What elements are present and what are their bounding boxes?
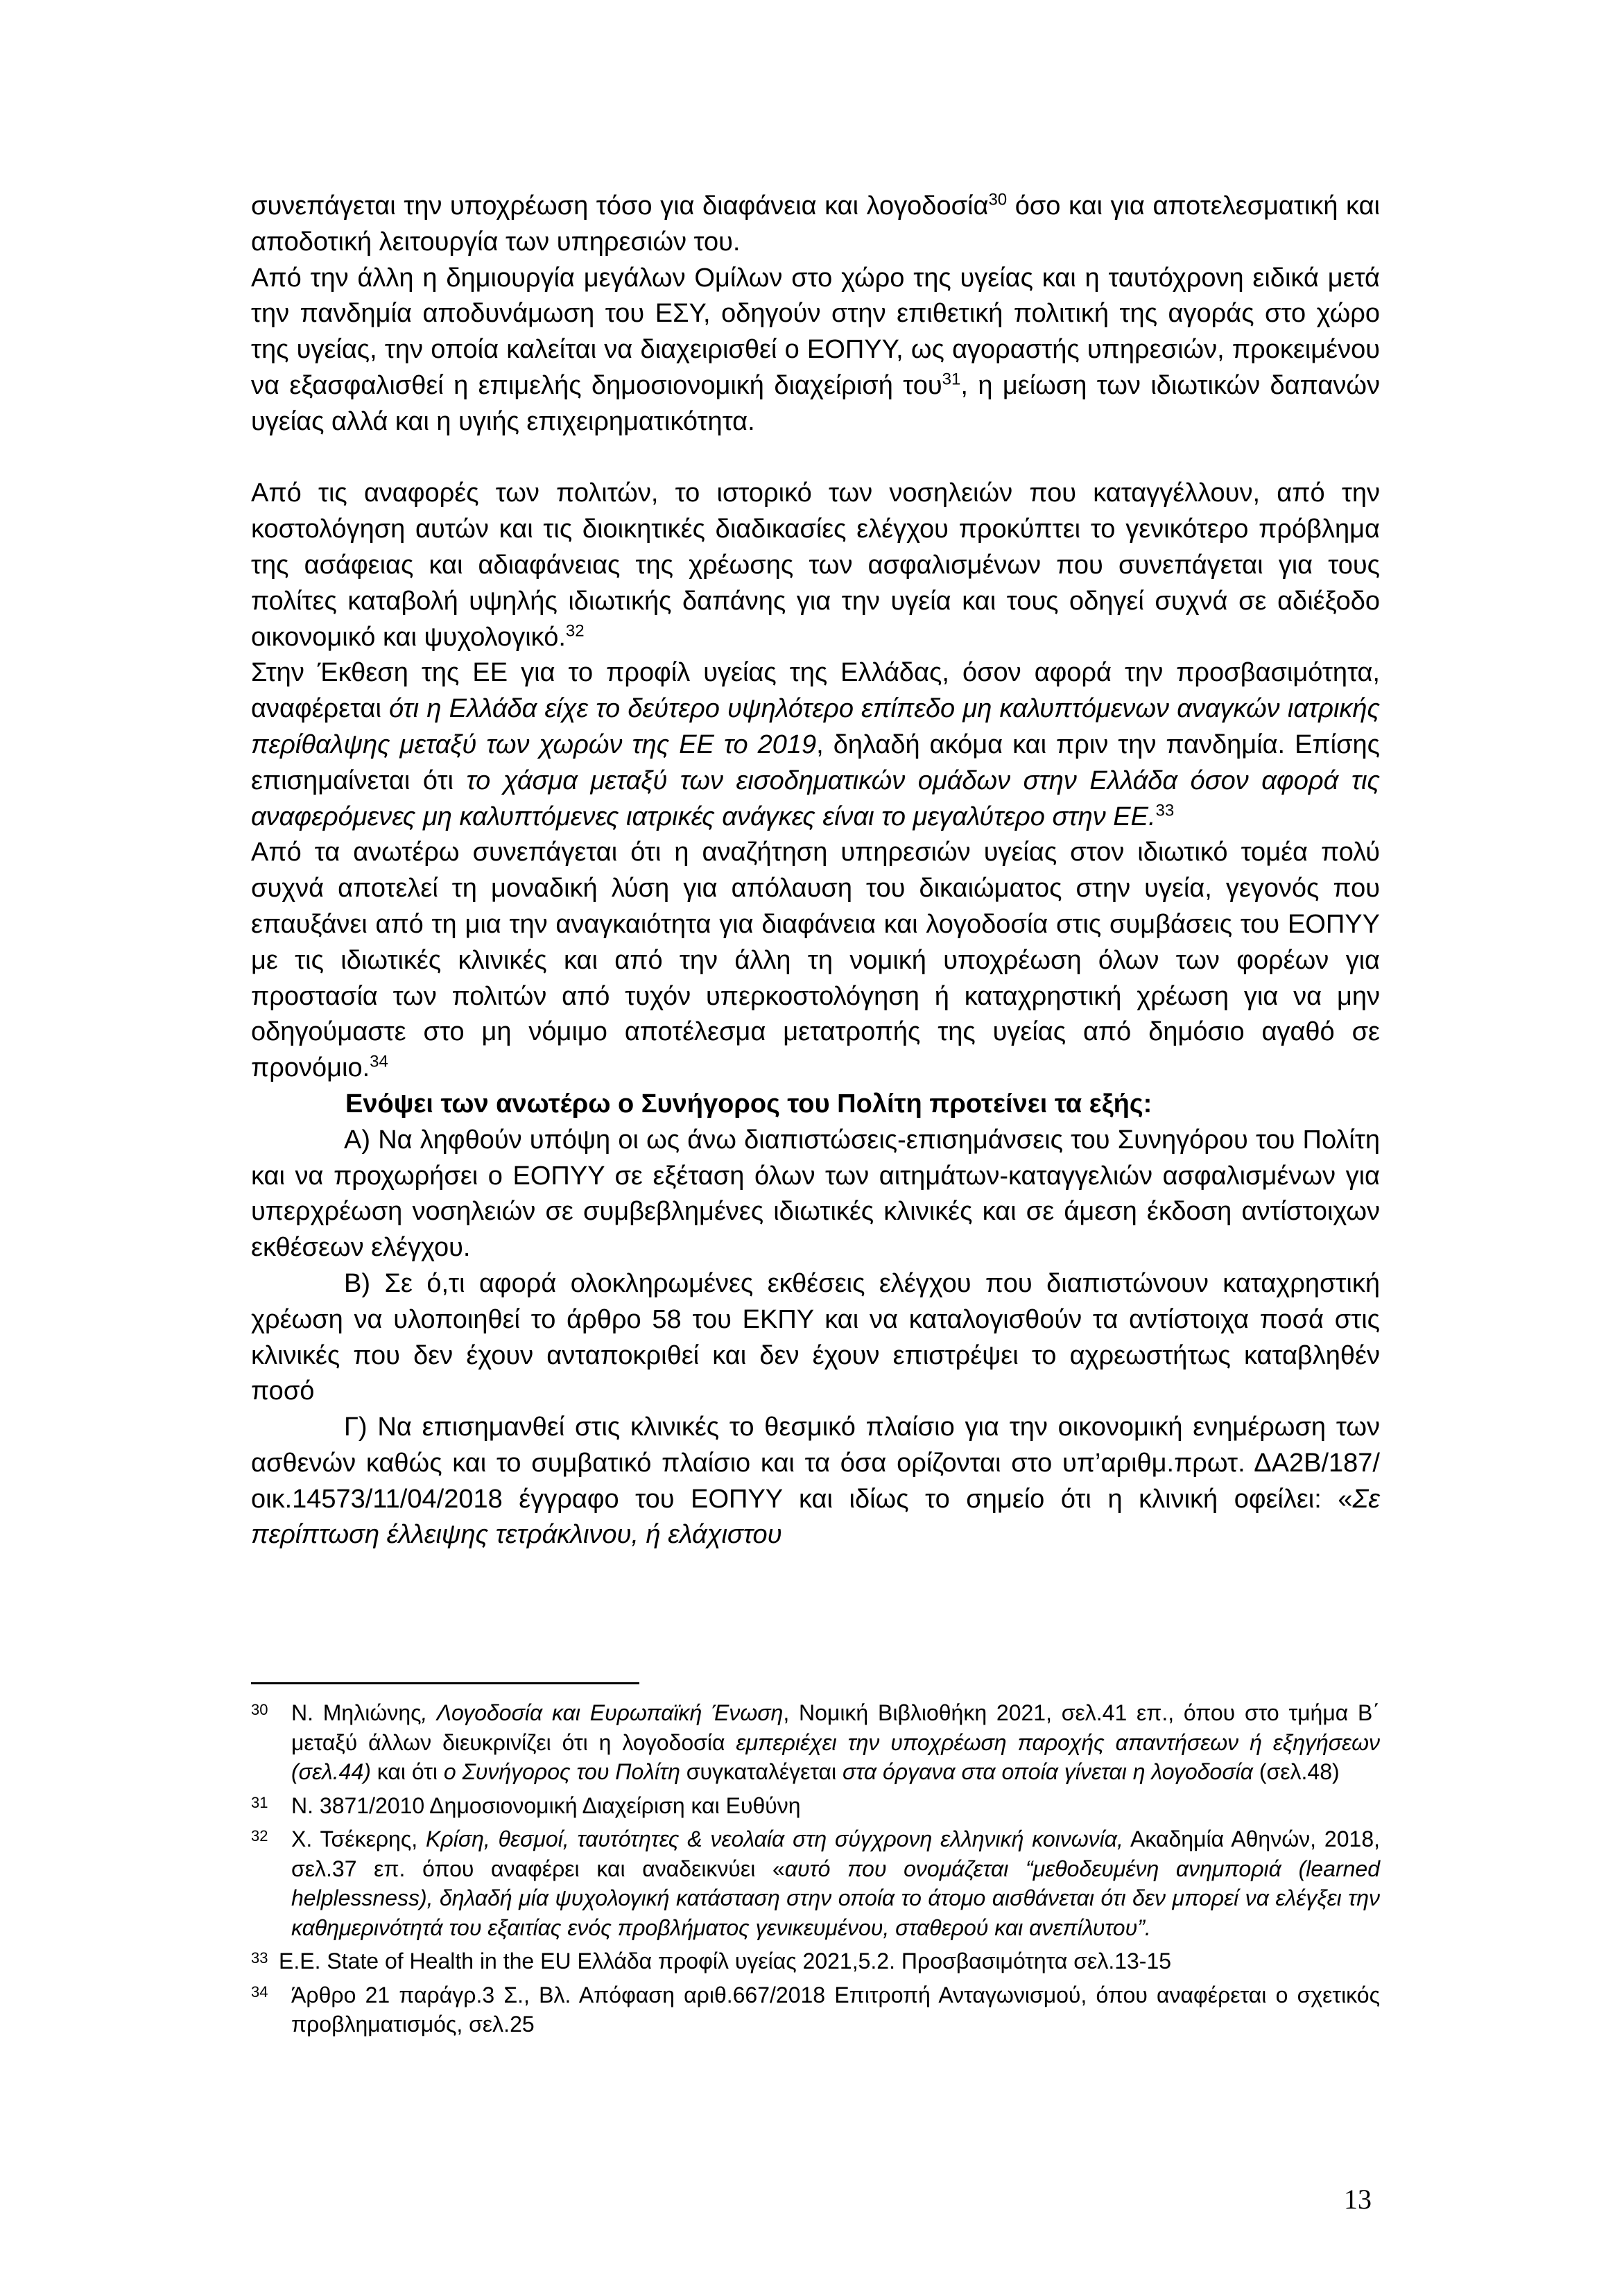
proposal-b: Β) Σε ό,τι αφορά ολοκληρωμένες εκθέσεις ελέγχου που διαπιστώνουν καταχρηστική χρέωση να υλοποιηθεί το άρθρο 58 του ΕΚΠΥ και να καταλογισθούν τα αντίστοιχα ποσά στις κλινικές που δεν έχουν ανταποκριθεί και δεν έχουν επιστρέψει το αχρεωστήτως καταβληθέν ποσό [251,1268,1380,1406]
footnote-30: 30 Ν. Μηλιώνης, Λογοδοσία και Ευρωπαϊκή Ένωση, Νομική Βιβλιοθήκη 2021, σελ.41 επ., όπου στο τμήμα Β΄ μεταξύ άλλων διευκρινίζει ότι η λογοδοσία εμπεριέχει την υποχρέωση παροχής απαντήσεων ή εξηγήσεων (σελ.44) και ότι ο Συνήγορος του Πολίτη συγκαταλέγεται στα όργανα στα οποία γίνεται η λογοδοσία (σελ.48) [251,1698,1380,1787]
proposal-a: Α) Να ληφθούν υπόψη οι ως άνω διαπιστώσεις-επισημάνσεις του Συνηγόρου του Πολίτη και να προχωρήσει ο ΕΟΠΥΥ σε εξέταση όλων των αιτημάτων-καταγγελιών ασφαλισμένων για υπερχρέωση νοσηλειών σε συμβεβλημένες ιδιωτικές κλινικές και σε άμεση έκδοση αντίστοιχων εκθέσεων ελέγχου. [251,1125,1380,1263]
footnote-number: 34 [251,1983,268,2001]
paragraph-3: Από τις αναφορές των πολιτών, το ιστορικό των νοσηλειών που καταγγέλλουν, από την κοστολόγηση αυτών και τις διοικητικές διαδικασίες ελέγχου προκύπτει το γενικότερο πρόβλημα της ασάφειας και αδιαφάνειας της χρέωσης των ασφαλισμένων που συνεπάγεται για τους πολίτες καταβολή υψηλής ιδιωτικής δαπάνης για την υγεία και τους οδηγεί συχνά σε αδιέξοδο οικονομικό και ψυχολογικό.$^{32}$ [251,478,1380,652]
footnote-number: 32 [251,1827,268,1845]
footnote-number: 31 [251,1793,268,1811]
paragraph-5: Από τα ανωτέρω συνεπάγεται ότι η αναζήτηση υπηρεσιών υγείας στον ιδιωτικό τομέα πολύ συχνά αποτελεί τη μοναδική λύση για απόλαυση του δικαιώματος στην υγεία, γεγονός που επαυξάνει από τη μια την αναγκαιότητα για διαφάνεια και λογοδοσία στις συμβάσεις του ΕΟΠΥΥ με τις ιδιωτικές κλινικές και από την άλλη τη νομική υποχρέωση όλων των φορέων για προστασία των πολιτών από τυχόν υπερκοστολόγηση ή καταχρηστική χρέωση για να μην οδηγούμαστε στο μη νόμιμο αποτέλεσμα μετατροπής της υγείας από δημόσιο αγαθό σε προνόμιο.$^{34}$ [251,838,1380,1083]
footnote-ref-30[interactable]: 30 [988,190,1008,209]
footnote-ref-34[interactable]: 34 [370,1052,388,1071]
footnote-31: 31 Ν. 3871/2010 Δημοσιονομική Διαχείριση και Ευθύνη [251,1791,1380,1821]
footnote-ref-32[interactable]: 32 [565,621,585,640]
footnote-33: 33 Ε.Ε. State of Health in the EU Ελλάδα προφίλ υγείας 2021,5.2. Προσβασιμότητα σελ.13-15 [251,1946,1380,1976]
page-number: 13 [1344,2184,1372,2215]
footnote-separator [251,1682,639,1684]
footnote-ref-33[interactable]: 33 [1155,800,1175,820]
footnote-number: 33 [251,1949,268,1967]
paragraph-4: Στην Έκθεση της ΕΕ για το προφίλ υγείας της Ελλάδας, όσον αφορά την προσβασιμότητα, αναφέρεται ότι η Ελλάδα είχε το δεύτερο υψηλότερο επίπεδο μη καλυπτόμενων αναγκών ιατρικής περίθαλψης μεταξύ των χωρών της ΕΕ το 2019, δηλαδή ακόμα και πριν την πανδημία. Επίσης επισημαίνεται ότι το χάσμα μεταξύ των εισοδηματικών ομάδων στην Ελλάδα όσον αφορά τις αναφερόμενες μη καλυπτόμενες ιατρικές ανάγκες είναι το μεγαλύτερο στην ΕΕ.$^{33}$ [251,658,1380,831]
proposal-c: Γ) Να επισημανθεί στις κλινικές το θεσμικό πλαίσιο για την οικονομική ενημέρωση των ασθενών καθώς και το συμβατικό πλαίσιο και τα όσα ορίζονται στο υπ’αριθμ.πρωτ. ΔΑ2Β/187/οικ.14573/11/04/2018 έγγραφο του ΕΟΠΥΥ και ιδίως το σημείο ότι η κλινική οφείλει: «Σε περίπτωση έλλειψης τετράκλινου, ή ελάχιστου [251,1413,1380,1550]
footnote-34: 34 Άρθρο 21 παράγρ.3 Σ., Βλ. Απόφαση αριθ.667/2018 Επιτροπή Ανταγωνισμού, όπου αναφέρεται ο σχετικός προβληματισμός, σελ.25 [251,1980,1380,2039]
section-heading: Ενόψει των ανωτέρω ο Συνήγορος του Πολίτη προτείνει τα εξής: [345,1089,1152,1118]
footnote-number: 30 [251,1701,268,1718]
body-text [251,189,1380,1553]
footnote-ref-31[interactable]: 31 [942,370,961,389]
paragraph-1: συνεπάγεται την υποχρέωση τόσο για διαφάνεια και λογοδοσία$^{30}$ όσο και για αποτελεσματική και αποδοτική λειτουργία των υπηρεσιών του. [251,190,1380,257]
footnotes [251,1698,1380,2044]
footnote-32: 32 Χ. Τσέκερης, Κρίση, θεσμοί, ταυτότητες & νεολαία στη σύγχρονη ελληνική κοινωνία, Ακαδημία Αθηνών, 2018, σελ.37 επ. όπου αναφέρει και αναδεικνύει «αυτό που ονομάζεται “μεθοδευμένη ανημποριά (learned helplessness), δηλαδή μία ψυχολογική κατάσταση στην οποία το άτομο αισθάνεται ότι δεν μπορεί να ελέγξει την καθημερινότητά του εξαιτίας ενός προβλήματος γενικευμένου, σταθερού και ανεπίλυτου”. [251,1824,1380,1942]
paragraph-2: Από την άλλη η δημιουργία μεγάλων Ομίλων στο χώρο της υγείας και η ταυτόχρονη ειδικά μετά την πανδημία αποδυνάμωση του ΕΣΥ, οδηγούν στην επιθετική πολιτική της αγοράς στο χώρο της υγείας, την οποία καλείται να διαχειρισθεί ο ΕΟΠΥΥ, ως αγοραστής υπηρεσιών, προκειμένου να εξασφαλισθεί η επιμελής δημοσιονομική διαχείρισή του$^{31}$, η μείωση των ιδιωτικών δαπανών υγείας αλλά και η υγιής επιχειρηματικότητα. [251,263,1380,436]
